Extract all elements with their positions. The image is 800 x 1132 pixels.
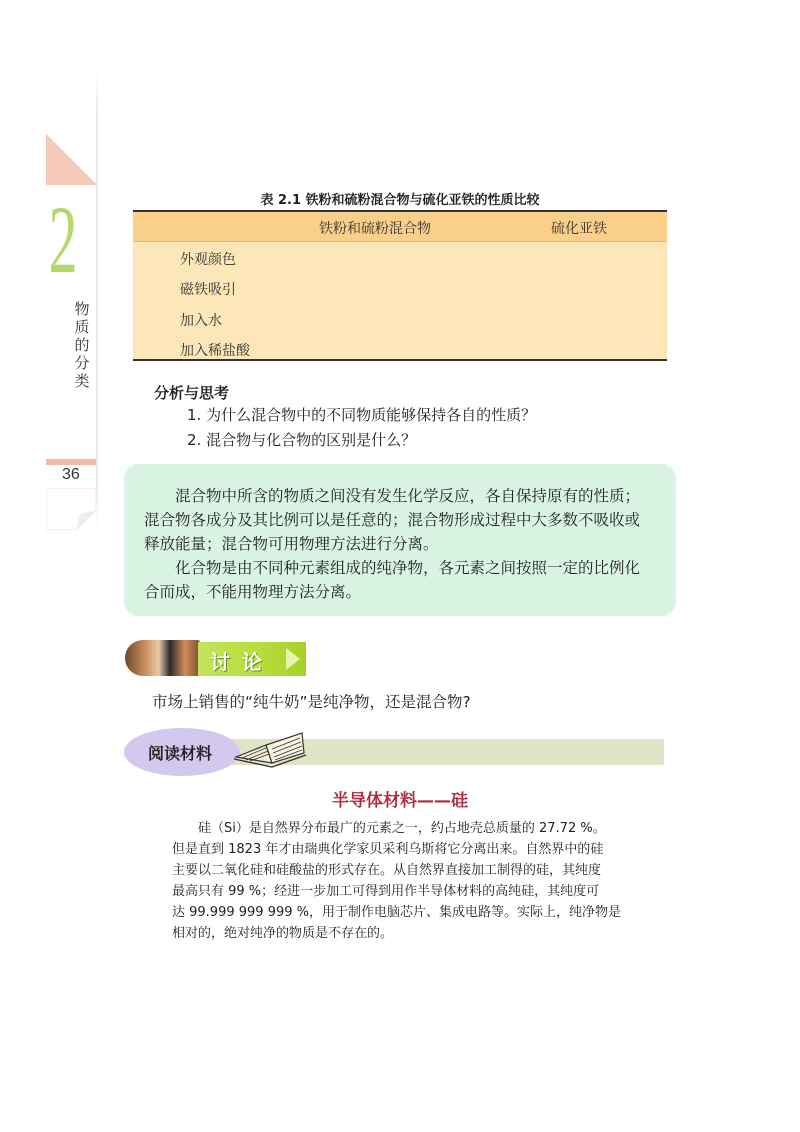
- page-fold-icon: [46, 488, 96, 530]
- chapter-corner-triangle: [46, 133, 96, 185]
- chapter-title-char: 物: [74, 300, 90, 318]
- reading-title: 半导体材料——硅: [332, 791, 468, 811]
- summary-line: 混合物中所含的物质之间没有发生化学反应，各自保持原有的性质；: [175, 487, 641, 505]
- chapter-title-char: 类: [74, 372, 90, 390]
- page-number: 36: [62, 466, 80, 483]
- reading-line: 最高只有 99 %；经进一步加工可得到用作半导体材料的高纯硅，其纯度可: [172, 884, 600, 899]
- table-header-cell: 硫化亚铁: [551, 221, 607, 237]
- summary-line: 合而成，不能用物理方法分离。: [144, 583, 362, 601]
- analysis-title: 分析与思考: [154, 384, 230, 402]
- chapter-title-char: 质: [74, 318, 90, 336]
- reading-line: 硅（Si）是自然界分布最广的元素之一，约占地壳总质量的 27.72 %。: [198, 821, 606, 836]
- reading-line: 但是直到 1823 年才由瑞典化学家贝采利乌斯将它分离出来。自然界中的硅: [172, 842, 604, 857]
- analysis-question: 1. 为什么混合物中的不同物质能够保持各自的性质？: [187, 406, 537, 424]
- chapter-number: 2: [48, 186, 78, 293]
- analysis-question: 2. 混合物与化合物的区别是什么？: [187, 431, 417, 449]
- property-table: [133, 210, 667, 361]
- discussion-banner: [198, 642, 306, 676]
- page-number-bar: [46, 459, 96, 465]
- open-book-icon: [232, 727, 308, 769]
- arrow-right-icon: [286, 648, 300, 670]
- table-row: 加入稀盐酸: [180, 343, 250, 359]
- chapter-title-char: 分: [74, 354, 90, 372]
- summary-line: 化合物是由不同种元素组成的纯净物，各元素之间按照一定的比例化: [175, 559, 641, 577]
- table-header-row: [133, 212, 667, 242]
- reading-body: [172, 818, 634, 944]
- table-row: 外观颜色: [180, 252, 236, 268]
- discussion-question: 市场上销售的“纯牛奶”是纯净物，还是混合物?: [152, 693, 471, 711]
- table-caption: 表 2.1 铁粉和硫粉混合物与硫化亚铁的性质比较: [260, 193, 540, 208]
- summary-line: 混合物各成分及其比例可以是任意的；混合物形成过程中大多数不吸收或: [144, 511, 641, 529]
- summary-box: [124, 464, 676, 616]
- reading-line: 达 99.999 999 999 %，用于制作电脑芯片、集成电路等。实际上，纯净物是: [172, 905, 621, 920]
- reading-line: 相对的，绝对纯净的物质是不存在的。: [172, 926, 394, 941]
- margin-rule: [96, 70, 98, 530]
- discussion-label: 讨论: [210, 650, 274, 674]
- table-row: 加入水: [180, 313, 222, 329]
- table-header-cell: 铁粉和硫粉混合物: [319, 221, 431, 237]
- table-row: 磁铁吸引: [180, 282, 236, 298]
- chapter-title: [72, 300, 92, 390]
- reading-line: 主要以二氧化硅和硅酸盐的形式存在。从自然界直接加工制得的硅，其纯度: [172, 863, 602, 878]
- reading-label: 阅读材料: [148, 744, 213, 763]
- discussion-photo: [125, 640, 200, 676]
- chapter-title-char: 的: [74, 336, 90, 354]
- summary-line: 释放能量；混合物可用物理方法进行分离。: [144, 535, 439, 553]
